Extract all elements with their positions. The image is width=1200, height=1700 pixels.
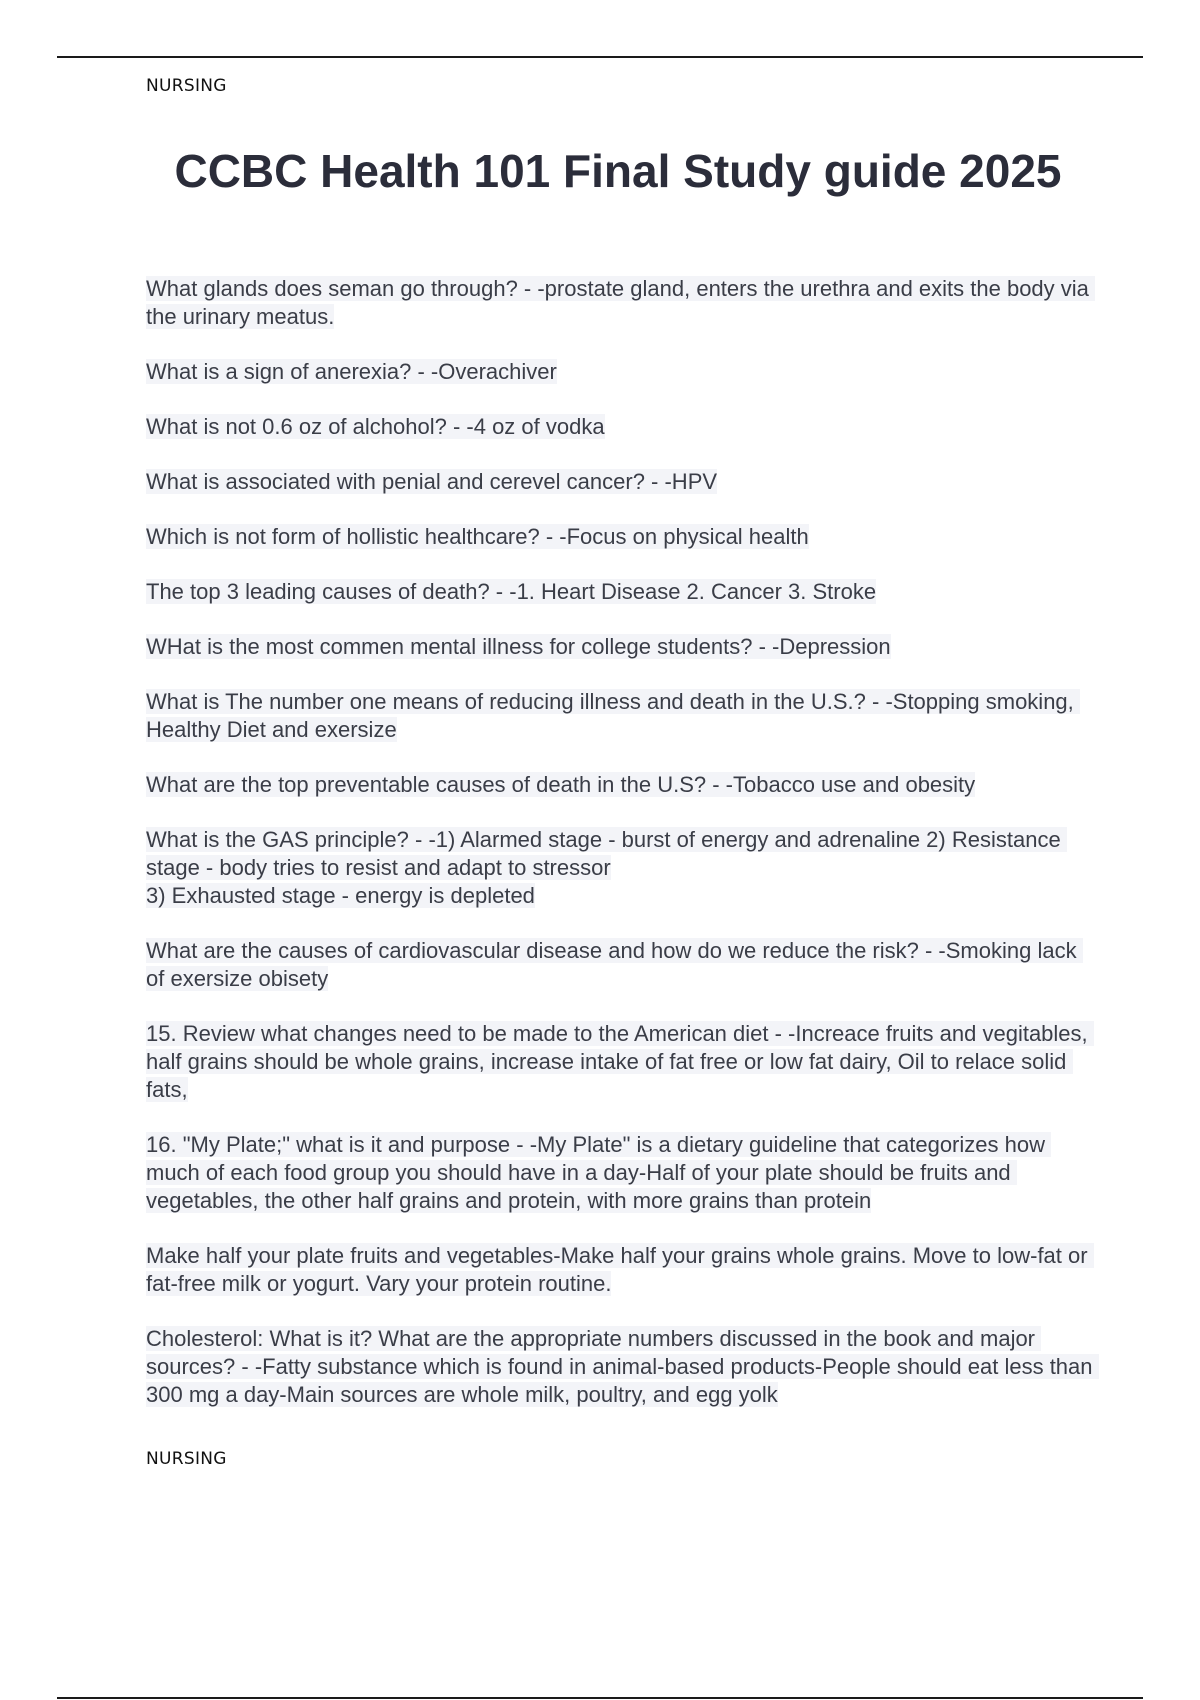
qa-text: Which is not form of hollistic healthcare? - -Focus on physical health — [146, 524, 809, 549]
top-rule — [57, 56, 1143, 58]
qa-item — [146, 1242, 1096, 1298]
header-label: NURSING — [146, 76, 227, 96]
qa-item — [146, 633, 1096, 661]
qa-item — [146, 275, 1096, 331]
qa-item — [146, 937, 1096, 993]
qa-text: What is not 0.6 oz of alchohol? - -4 oz of vodka — [146, 414, 605, 439]
document-title: CCBC Health 101 Final Study guide 2025 — [174, 145, 1062, 197]
qa-list — [146, 275, 1099, 1436]
qa-item — [146, 1131, 1096, 1215]
qa-item — [146, 826, 1096, 910]
qa-text: 15. Review what changes need to be made to the American diet - -Increace fruits and vegitables, half grains should be whole grains, increase intake of fat free or low fat dairy, Oil to relace solid fats, — [146, 1021, 1094, 1102]
bottom-rule — [57, 1697, 1143, 1699]
qa-text: What is a sign of anerexia? - -Overachiver — [146, 359, 557, 384]
qa-text: Make half your plate fruits and vegetables-Make half your grains whole grains. Move to low-fat or fat-free milk or yogurt. Vary your protein routine. — [146, 1243, 1094, 1296]
qa-text: 16. "My Plate;" what is it and purpose - -My Plate" is a dietary guideline that categorizes how much of each food group you should have in a day-Half of your plate should be fruits and vegetables, the other half grains and protein, with more grains than protein — [146, 1132, 1052, 1213]
qa-item — [146, 1020, 1096, 1104]
footer-label: NURSING — [146, 1449, 227, 1469]
qa-item — [146, 358, 1096, 386]
qa-text: Cholesterol: What is it? What are the appropriate numbers discussed in the book and major sources? - -Fatty substance which is found in animal-based products-People should eat less than 300 mg a day-Main sources are whole milk, poultry, and egg yolk — [146, 1326, 1099, 1407]
qa-item — [146, 523, 1096, 551]
qa-item — [146, 578, 1096, 606]
qa-text: What is the GAS principle? - -1) Alarmed stage - burst of energy and adrenaline 2) Resistance stage - body tries to resist and adapt to stressor 3) Exhausted stage - energy is depleted — [146, 827, 1067, 908]
qa-text: What are the causes of cardiovascular disease and how do we reduce the risk? - -Smoking lack of exersize obisety — [146, 938, 1083, 991]
qa-item — [146, 468, 1096, 496]
qa-text: What is The number one means of reducing illness and death in the U.S.? - -Stopping smoking, Healthy Diet and exersize — [146, 689, 1080, 742]
qa-item — [146, 413, 1096, 441]
qa-text: WHat is the most commen mental illness for college students? - -Depression — [146, 634, 891, 659]
qa-text: What glands does seman go through? - -prostate gland, enters the urethra and exits the body via the urinary meatus. — [146, 276, 1096, 329]
qa-item — [146, 771, 1096, 799]
qa-text: What are the top preventable causes of death in the U.S? - -Tobacco use and obesity — [146, 772, 976, 797]
qa-item — [146, 1325, 1099, 1409]
qa-item — [146, 688, 1096, 744]
qa-text: What is associated with penial and cerevel cancer? - -HPV — [146, 469, 718, 494]
qa-text: The top 3 leading causes of death? - -1. Heart Disease 2. Cancer 3. Stroke — [146, 579, 877, 604]
